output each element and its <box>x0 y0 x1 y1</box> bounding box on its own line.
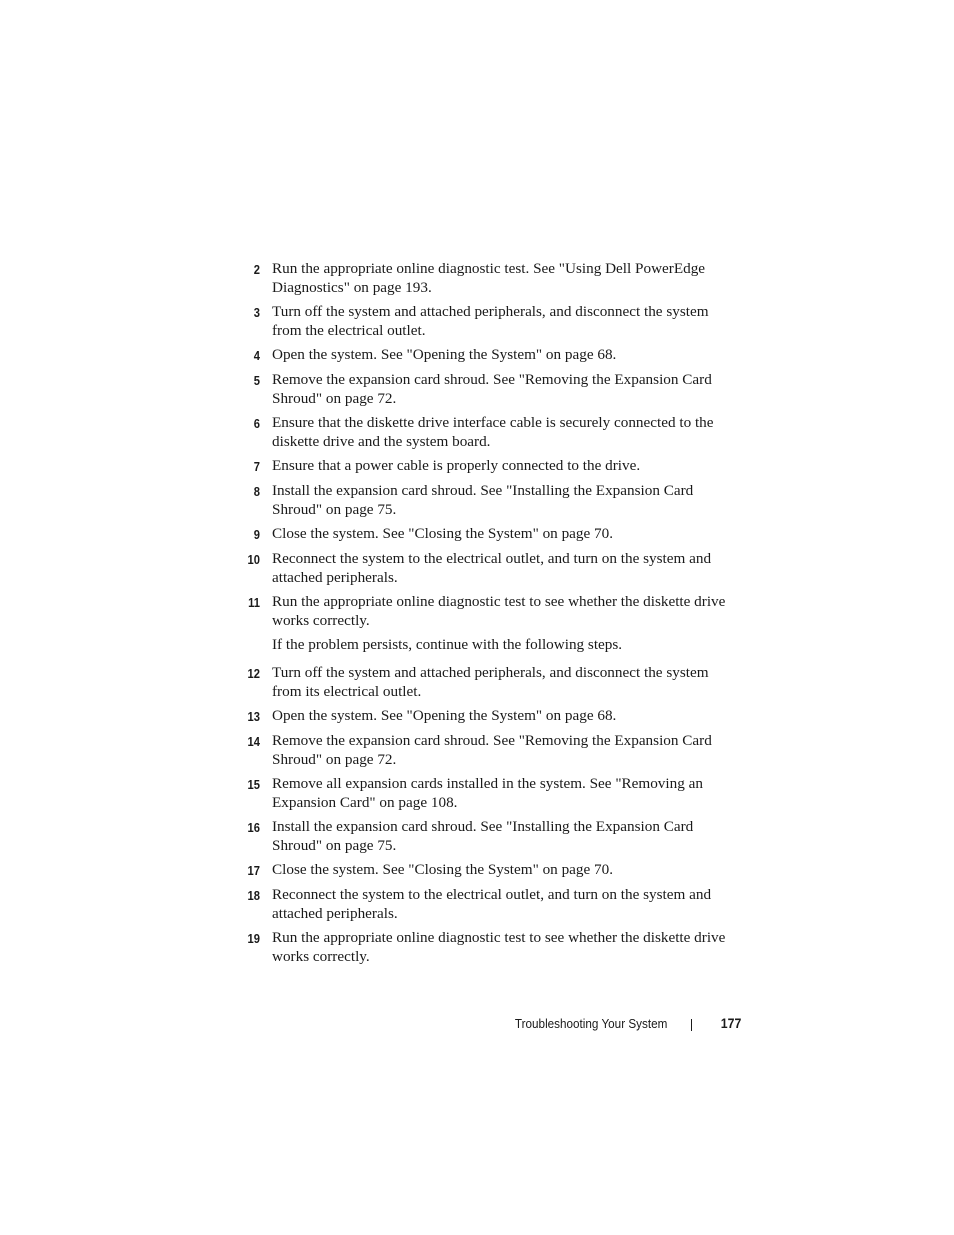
step-item <box>238 345 738 365</box>
step-item <box>238 885 738 923</box>
step-item <box>238 259 738 297</box>
step-item <box>238 731 738 769</box>
step-text: Remove all expansion cards installed in the system. See "Removing an Expansion Card" on page 108. <box>272 775 703 811</box>
step-number: 4 <box>253 348 260 363</box>
step-item <box>238 413 738 451</box>
step-text: Remove the expansion card shroud. See "Removing the Expansion Card Shroud" on page 72. <box>272 371 712 407</box>
step-item <box>238 592 738 630</box>
step-text: Close the system. See "Closing the System" on page 70. <box>272 861 614 878</box>
step-number: 9 <box>253 527 260 542</box>
step-number: 5 <box>253 373 260 388</box>
step-number: 7 <box>253 459 260 474</box>
step-item <box>238 774 738 812</box>
step-text: Close the system. See "Closing the System" on page 70. <box>272 525 614 542</box>
step-text: Turn off the system and attached peripherals, and disconnect the system from the electrical outlet. <box>272 303 709 339</box>
footer-divider <box>691 1019 692 1031</box>
step-number: 8 <box>253 484 260 499</box>
step-text: Reconnect the system to the electrical outlet, and turn on the system and attached peripherals. <box>272 550 712 586</box>
step-text: Install the expansion card shroud. See "Installing the Expansion Card Shroud" on page 75. <box>272 482 694 518</box>
step-item <box>238 481 738 519</box>
step-text: Install the expansion card shroud. See "Installing the Expansion Card Shroud" on page 75. <box>272 818 694 854</box>
step-text: Open the system. See "Opening the System" on page 68. <box>272 707 617 724</box>
step-number: 17 <box>247 863 260 878</box>
step-number: 18 <box>247 888 260 903</box>
step-item <box>238 860 738 880</box>
step-item <box>238 817 738 855</box>
step-number: 3 <box>253 305 260 320</box>
step-text: Remove the expansion card shroud. See "Removing the Expansion Card Shroud" on page 72. <box>272 732 712 768</box>
step-text: Open the system. See "Opening the System" on page 68. <box>272 346 617 363</box>
step-item <box>238 524 738 544</box>
step-item <box>238 456 738 476</box>
step-text: Run the appropriate online diagnostic test to see whether the diskette drive works correctly. <box>272 593 726 629</box>
step-item <box>238 549 738 587</box>
step-number: 14 <box>247 734 260 749</box>
step-item <box>238 302 738 340</box>
step-text: Turn off the system and attached peripherals, and disconnect the system from its electrical outlet. <box>272 664 709 700</box>
step-number: 11 <box>248 595 260 610</box>
procedure-note: If the problem persists, continue with the following steps. <box>272 636 623 653</box>
step-text: Reconnect the system to the electrical outlet, and turn on the system and attached peripherals. <box>272 886 712 922</box>
step-number: 16 <box>247 820 260 835</box>
step-text: Run the appropriate online diagnostic test. See "Using Dell PowerEdge Diagnostics" on page 193. <box>272 260 706 296</box>
step-item <box>238 663 738 701</box>
step-text: Ensure that a power cable is properly connected to the drive. <box>272 457 641 474</box>
step-number: 13 <box>247 709 260 724</box>
step-item <box>238 928 738 966</box>
step-number: 10 <box>247 552 260 567</box>
procedure-steps <box>238 259 738 971</box>
page-number: 177 <box>720 1015 741 1031</box>
step-item <box>238 706 738 726</box>
step-item <box>238 370 738 408</box>
step-number: 12 <box>247 666 260 681</box>
page-footer <box>0 1014 954 1036</box>
step-number: 6 <box>253 416 260 431</box>
step-text: Run the appropriate online diagnostic test to see whether the diskette drive works correctly. <box>272 929 726 965</box>
footer-chapter-title: Troubleshooting Your System <box>514 1016 667 1031</box>
step-text: Ensure that the diskette drive interface cable is securely connected to the diskette drive and the system board. <box>272 414 714 450</box>
step-number: 19 <box>247 931 260 946</box>
step-number: 2 <box>253 262 260 277</box>
step-number: 15 <box>247 777 260 792</box>
